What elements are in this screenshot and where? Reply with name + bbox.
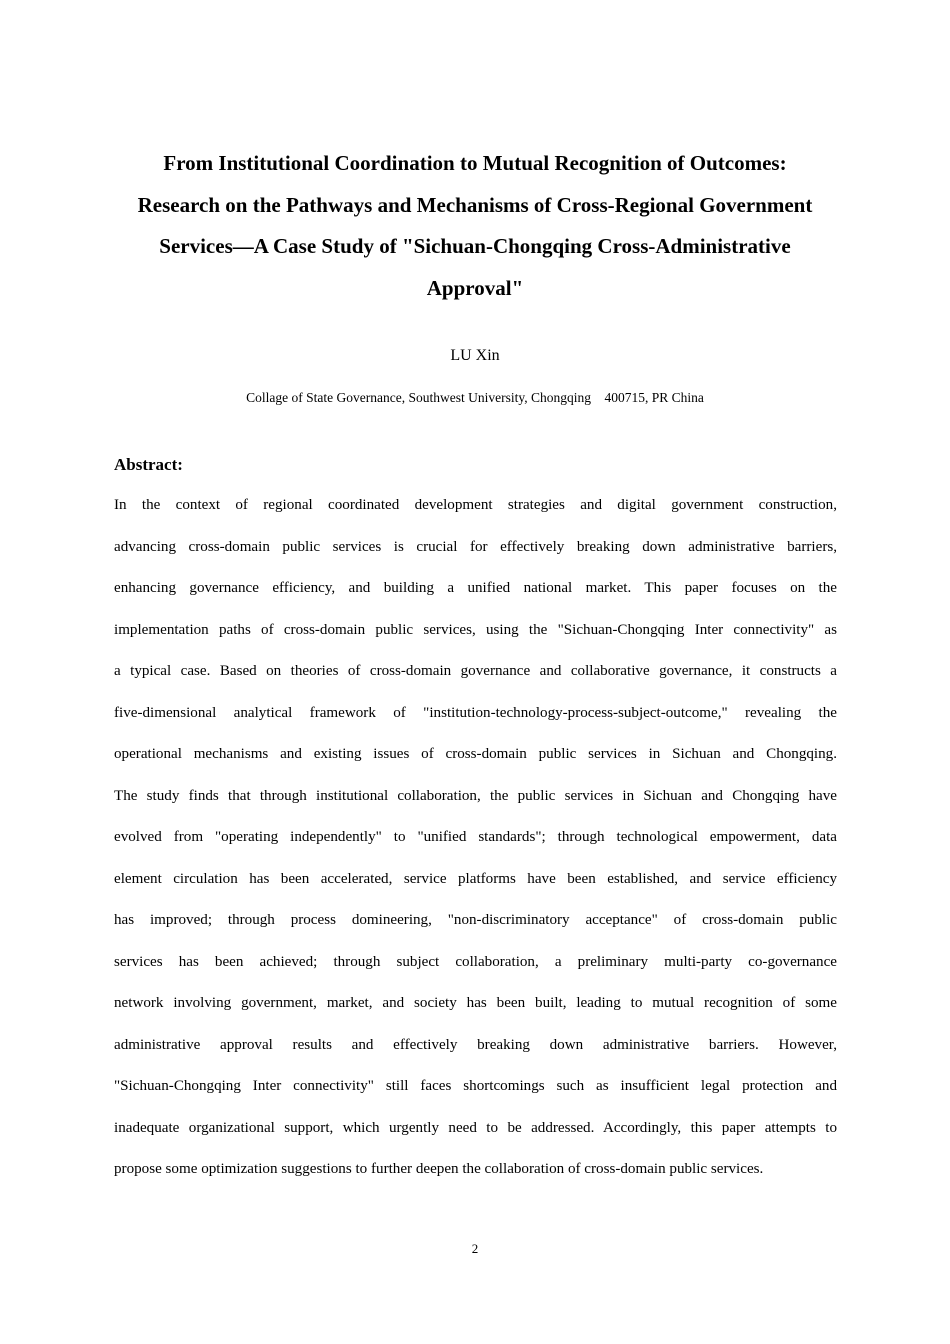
- abstract-line: enhancing governance efficiency, and building a unified national market. This paper focuses on the: [114, 580, 837, 596]
- abstract-line: evolved from "operating independently" to "unified standards"; through technological empowerment, data: [114, 829, 837, 845]
- title-line: Research on the Pathways and Mechanisms of Cross-Regional Government: [137, 192, 813, 217]
- abstract-line: five-dimensional analytical framework of "institution-technology-process-subject-outcome," revealing the: [114, 704, 837, 721]
- abstract-line: propose some optimization suggestions to further deepen the collaboration of cross-domain public services.: [114, 1161, 764, 1177]
- abstract-line: network involving government, market, and society has been built, leading to mutual recognition of some: [114, 995, 837, 1011]
- title-line: Approval": [426, 275, 524, 300]
- abstract-line: The study finds that through institutional collaboration, the public services in Sichuan and Chongqing have: [114, 787, 837, 804]
- abstract-line: services has been achieved; through subject collaboration, a preliminary multi-party co-governance: [114, 953, 837, 970]
- abstract-line: element circulation has been accelerated, service platforms have been established, and service efficiency: [114, 870, 837, 887]
- abstract-line: In the context of regional coordinated development strategies and digital government construction,: [114, 497, 837, 513]
- paper-title: [100, 143, 850, 309]
- abstract-heading: Abstract:: [114, 455, 183, 474]
- abstract-line: advancing cross-domain public services is crucial for effectively breaking down administrative barriers,: [114, 538, 837, 555]
- author-name: LU Xin: [450, 347, 500, 364]
- abstract-body: [114, 494, 837, 1200]
- abstract-line: a typical case. Based on theories of cross-domain governance and collaborative governance, it constructs a: [114, 663, 837, 679]
- page-number: 2: [471, 1241, 479, 1256]
- author-affiliation: Collage of State Governance, Southwest University, Chongqing 400715, PR China: [246, 390, 704, 405]
- abstract-line: "Sichuan-Chongqing Inter connectivity" still faces shortcomings such as insufficient legal protection and: [114, 1078, 837, 1094]
- abstract-line: inadequate organizational support, which urgently need to be addressed. Accordingly, this paper attempts to: [114, 1119, 837, 1136]
- title-line: From Institutional Coordination to Mutual Recognition of Outcomes:: [163, 151, 787, 175]
- title-line: Services—A Case Study of "Sichuan-Chongqing Cross-Administrative: [159, 234, 791, 258]
- abstract-line: has improved; through process domineering, "non-discriminatory acceptance" of cross-domain public: [114, 912, 837, 928]
- abstract-line: implementation paths of cross-domain public services, using the "Sichuan-Chongqing Inter connectivity" as: [114, 621, 837, 638]
- abstract-line: administrative approval results and effectively breaking down administrative barriers. However,: [114, 1036, 837, 1053]
- abstract-line: operational mechanisms and existing issues of cross-domain public services in Sichuan and Chongqing.: [114, 746, 837, 762]
